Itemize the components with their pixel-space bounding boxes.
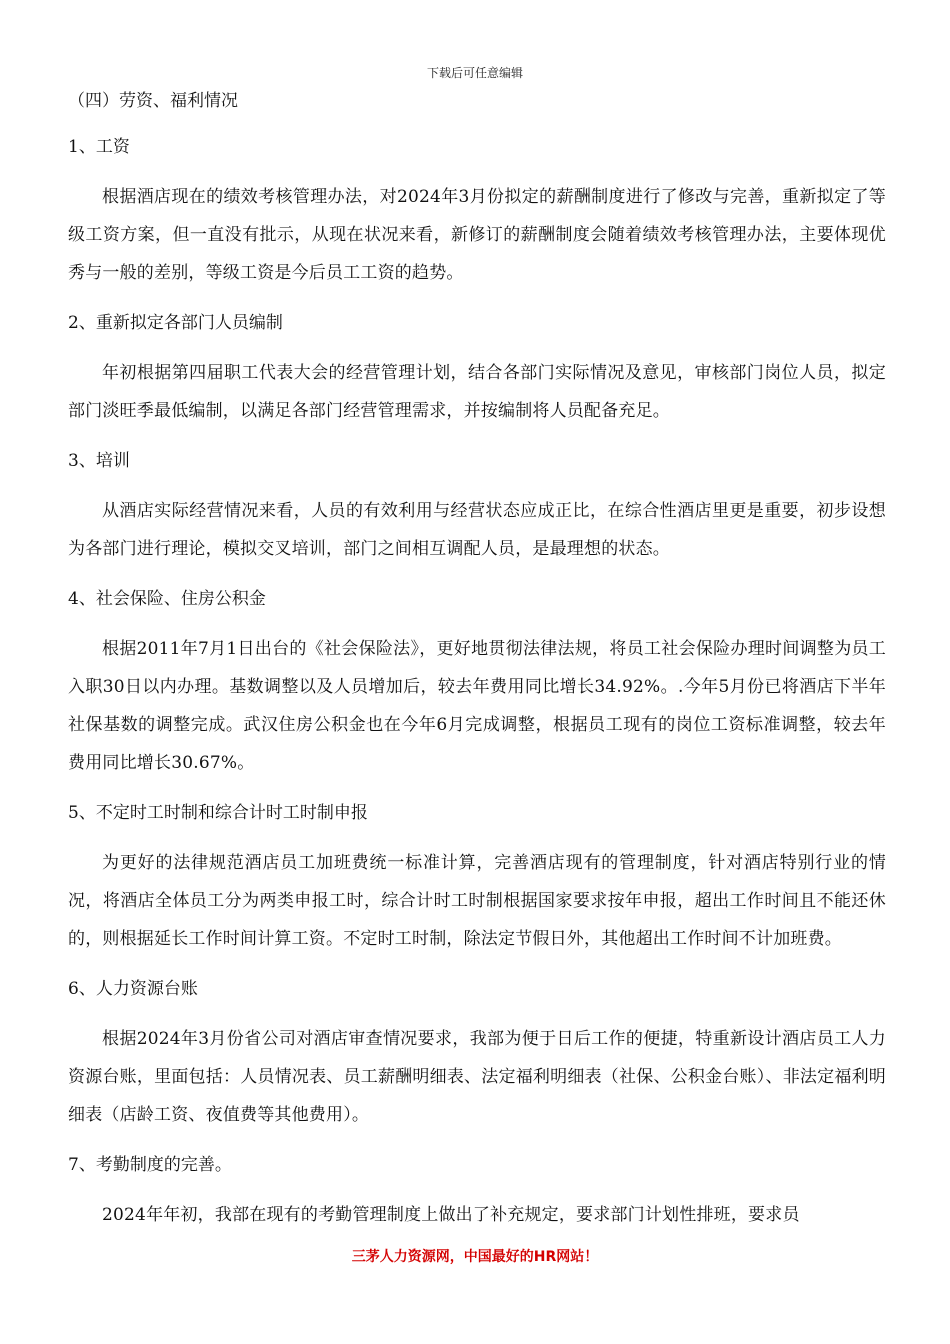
item-1-heading: 1、工资 <box>68 137 130 157</box>
item-4-heading: 4、社会保险、住房公积金 <box>68 589 266 609</box>
item-4-body: 根据2011年7月1日出台的《社会保险法》，更好地贯彻法律法规，将员工社会保险办理时间调整为员工入职30日以内办理。基数调整以及人员增加后，较去年费用同比增长34.92%。.今年5月份已将酒店下半年社保基数的调整完成。武汉住房公积金也在今年6月完成调整，根据员工现有的岗位工资标准调整，较去年费用同比增长30.67%。 <box>68 639 886 773</box>
header-note: 下载后可任意编辑 <box>426 66 523 80</box>
item-5-body: 为更好的法律规范酒店员工加班费统一标准计算，完善酒店现有的管理制度，针对酒店特别行业的情况，将酒店全体员工分为两类申报工时，综合计时工时制根据国家要求按年申报，超出工作时间且不能还休的，则根据延长工作时间计算工资。不定时工时制，除法定节假日外，其他超出工作时间不计加班费。 <box>68 853 886 949</box>
section-title: （四）劳资、福利情况 <box>68 91 238 111</box>
item-5-heading: 5、不定时工时制和综合计时工时制申报 <box>68 803 368 823</box>
item-6-body: 根据2024年3月份省公司对酒店审查情况要求，我部为便于日后工作的便捷，特重新设计酒店员工人力资源台账，里面包括：人员情况表、员工薪酬明细表、法定福利明细表（社保、公积金台账）、非法定福利明细表（店龄工资、夜值费等其他费用）。 <box>68 1029 886 1125</box>
item-1-body: 根据酒店现在的绩效考核管理办法，对2024年3月份拟定的薪酬制度进行了修改与完善，重新拟定了等级工资方案，但一直没有批示，从现在状况来看，新修订的薪酬制度会随着绩效考核管理办法，主要体现优秀与一般的差别，等级工资是今后员工工资的趋势。 <box>68 187 886 283</box>
item-2-body: 年初根据第四届职工代表大会的经营管理计划，结合各部门实际情况及意见，审核部门岗位人员，拟定部门淡旺季最低编制，以满足各部门经营管理需求，并按编制将人员配备充足。 <box>68 363 886 421</box>
item-2-heading: 2、重新拟定各部门人员编制 <box>68 313 283 333</box>
item-7-body: 2024年年初，我部在现有的考勤管理制度上做出了补充规定，要求部门计划性排班，要求员 <box>102 1205 800 1225</box>
item-3-heading: 3、培训 <box>68 451 130 471</box>
document-body <box>68 88 886 1234</box>
item-6-heading: 6、人力资源台账 <box>68 979 198 999</box>
item-3-body: 从酒店实际经营情况来看，人员的有效利用与经营状态应成正比，在综合性酒店里更是重要，初步设想为各部门进行理论，模拟交叉培训，部门之间相互调配人员，是最理想的状态。 <box>68 501 886 559</box>
footer-note: 三茅人力资源网，中国最好的HR网站！ <box>351 1249 599 1265</box>
item-7-heading: 7、考勤制度的完善。 <box>68 1155 232 1175</box>
